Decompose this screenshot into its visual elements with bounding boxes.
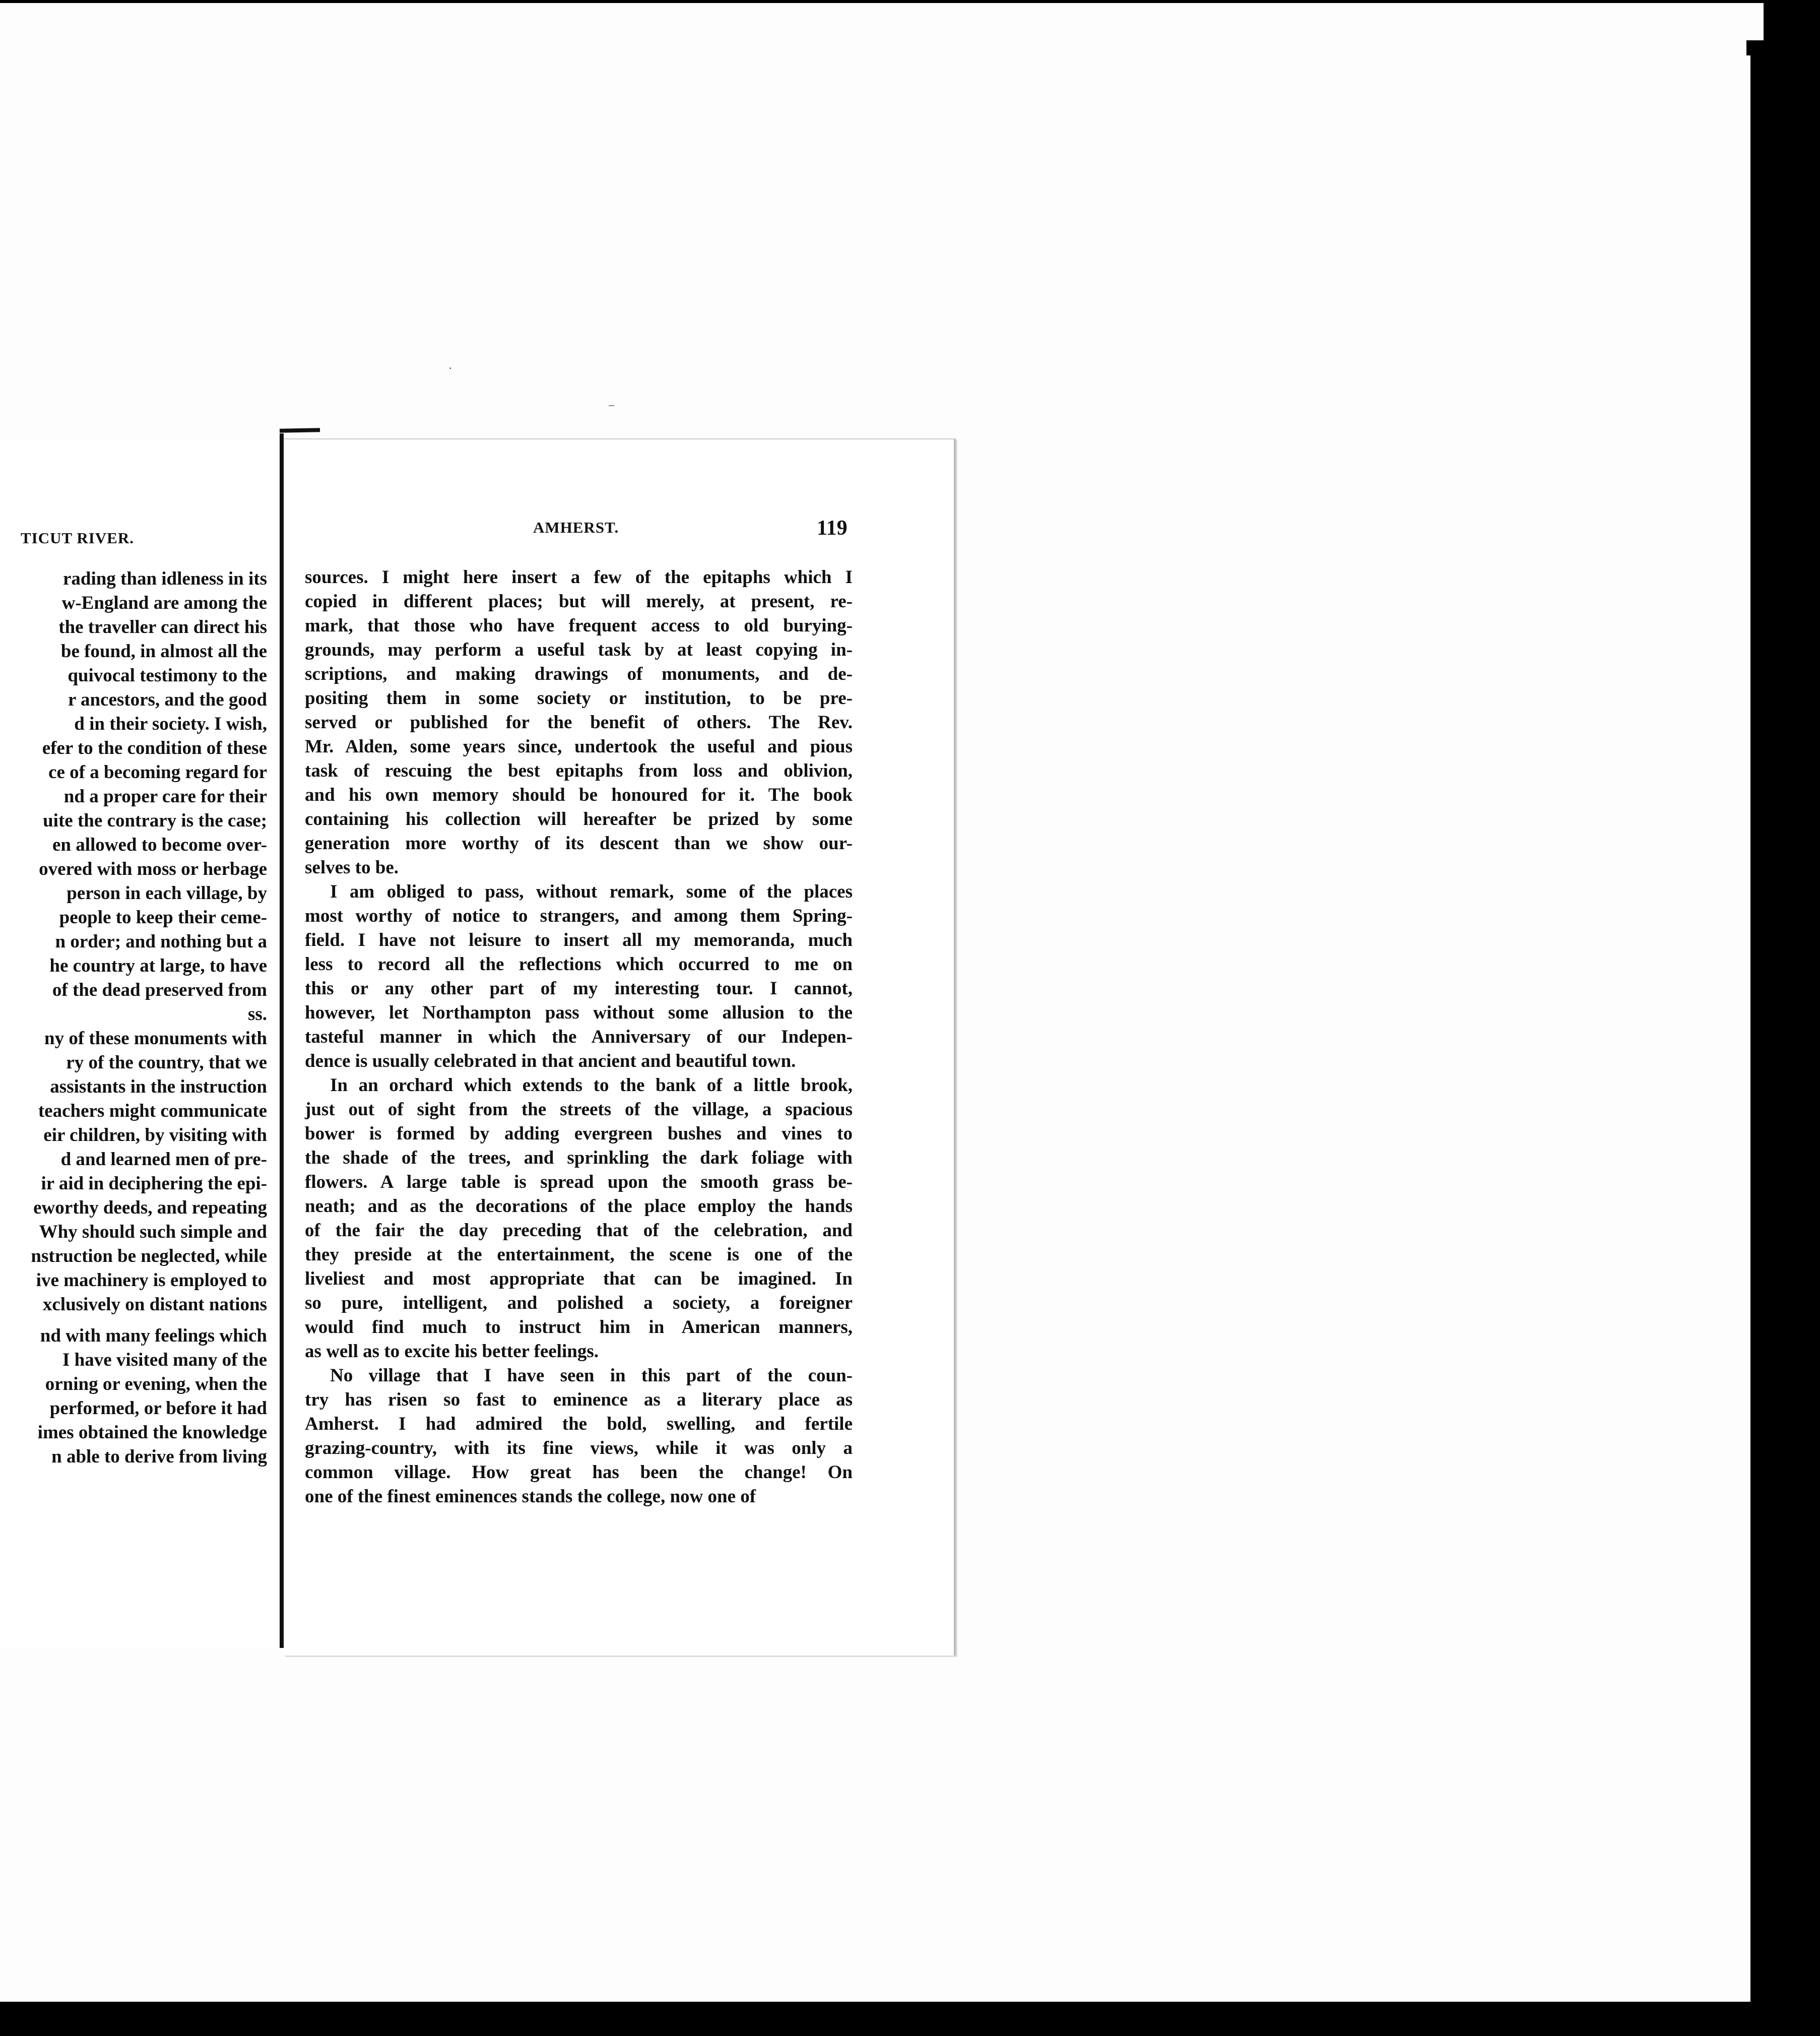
text-line: nd a proper care for their <box>63 786 267 807</box>
text-line: xclusively on distant nations <box>42 1294 267 1315</box>
text-line: Amherst. I had admired the bold, swelling, and fertile <box>305 1414 853 1434</box>
text-line: I have visited many of the <box>62 1350 267 1370</box>
left-running-head: TICUT RIVER. <box>20 529 134 547</box>
text-line: imes obtained the knowledge <box>37 1422 267 1443</box>
text-line: overed with moss or herbage <box>39 859 267 879</box>
text-line: No village that I have seen in this part of the coun- <box>330 1365 853 1386</box>
text-line: ss. <box>247 1004 267 1025</box>
film-border-bottom <box>0 2002 1820 2036</box>
text-line: try has risen so fast to eminence as a literary place as <box>305 1389 853 1410</box>
paragraph <box>305 1364 853 1509</box>
paragraph-gap <box>0 1317 267 1324</box>
text-line: less to record all the reflections which occurred to me on <box>305 954 853 975</box>
right-page-text <box>305 565 853 1509</box>
text-line: uite the contrary is the case; <box>43 810 267 831</box>
text-line: of the dead preserved from <box>52 980 267 1000</box>
dust-speck: · <box>448 362 452 374</box>
text-line: eworthy deeds, and repeating <box>33 1197 267 1218</box>
text-line: en allowed to become over- <box>52 835 267 855</box>
text-line: n able to derive from living <box>51 1446 267 1467</box>
text-line: nd with many feelings which <box>40 1325 267 1346</box>
text-line: ce of a becoming regard for <box>48 762 267 783</box>
text-line: most worthy of notice to strangers, and among them Spring- <box>305 906 853 926</box>
text-line: d and learned men of pre- <box>60 1149 267 1170</box>
text-line: as well as to excite his better feelings. <box>305 1341 599 1362</box>
left-page <box>0 441 285 1648</box>
text-line: containing his collection will hereafter be prized by some <box>305 809 853 830</box>
text-line: n order; and nothing but a <box>55 931 267 952</box>
text-line: positing them in some society or institution, to be pre- <box>305 688 853 709</box>
text-line: he country at large, to have <box>49 956 267 976</box>
text-line: selves to be. <box>305 857 399 878</box>
text-line: Mr. Alden, some years since, undertook the useful and pious <box>305 736 853 757</box>
text-line: this or any other part of my interesting tour. I cannot, <box>305 978 853 999</box>
text-line: r ancestors, and the good <box>68 689 267 710</box>
text-line: scriptions, and making drawings of monuments, and de- <box>305 664 853 684</box>
text-line: ive machinery is employed to <box>36 1270 267 1291</box>
text-line: rading than idleness in its <box>62 568 267 589</box>
text-line: efer to the condition of these <box>42 738 267 758</box>
left-page-text <box>0 567 267 1469</box>
text-line: d in their society. I wish, <box>74 714 267 734</box>
text-line: mark, that those who have frequent access to old burying- <box>305 615 853 636</box>
text-line: quivocal testimony to the <box>68 665 267 686</box>
text-line: ny of these monuments with <box>44 1028 267 1049</box>
text-line: w-England are among the <box>61 593 267 613</box>
running-head: AMHERST. <box>533 519 619 536</box>
book-spine-edge <box>280 428 320 432</box>
text-line: teachers might communicate <box>38 1101 267 1121</box>
text-line: grazing-country, with its fine views, while it was only a <box>305 1438 853 1458</box>
text-line: one of the finest eminences stands the college, now one of <box>305 1486 756 1507</box>
text-line: just out of sight from the streets of the village, a spacious <box>305 1099 853 1120</box>
text-line: bower is formed by adding evergreen bushes and vines to <box>305 1123 853 1144</box>
text-line: dence is usually celebrated in that ancient and beautiful town. <box>305 1051 796 1071</box>
text-line: nstruction be neglected, while <box>31 1246 267 1266</box>
text-line: grounds, may perform a useful task by at least copying in- <box>305 640 853 660</box>
text-line: field. I have not leisure to insert all my memoranda, much <box>305 930 853 950</box>
text-line: they preside at the entertainment, the scene is one of the <box>305 1244 853 1265</box>
film-border-right <box>1777 0 1820 2036</box>
text-line: tasteful manner in which the Anniversary of our Indepen- <box>305 1027 853 1047</box>
text-line: people to keep their ceme- <box>59 907 267 928</box>
book-gutter-line <box>280 433 284 1648</box>
text-line: flowers. A large table is spread upon the smooth grass be- <box>305 1172 853 1192</box>
text-line: liveliest and most appropriate that can be imagined. In <box>305 1268 853 1289</box>
text-line: ir aid in deciphering the epi- <box>41 1173 267 1194</box>
text-line: generation more worthy of its descent than we show our- <box>305 833 853 854</box>
text-line: eir children, by visiting with <box>43 1125 267 1146</box>
text-line: served or published for the benefit of others. The Rev. <box>305 712 853 733</box>
text-line: of the fair the day preceding that of the celebration, and <box>305 1220 853 1241</box>
text-line: sources. I might here insert a few of the epitaphs which I <box>305 567 853 588</box>
dust-speck: – <box>609 398 614 411</box>
paragraph <box>305 565 853 880</box>
page-number: 119 <box>817 517 848 540</box>
right-page <box>284 438 956 1656</box>
text-line: be found, in almost all the <box>60 641 267 662</box>
text-line: the shade of the trees, and sprinkling the dark foliage with <box>305 1148 853 1168</box>
text-line: copied in different places; but will merely, at present, re- <box>305 591 853 612</box>
text-line: assistants in the instruction <box>50 1076 267 1097</box>
text-line: In an orchard which extends to the bank of a little brook, <box>330 1075 853 1096</box>
text-line: task of rescuing the best epitaphs from loss and oblivion, <box>305 760 853 781</box>
text-line: Why should such simple and <box>39 1222 267 1242</box>
text-line: common village. How great has been the change! On <box>305 1462 853 1483</box>
text-line: I am obliged to pass, without remark, some of the places <box>330 881 853 902</box>
text-line: person in each village, by <box>67 883 267 904</box>
paragraph <box>305 1073 853 1364</box>
text-line: neath; and as the decorations of the place employ the hands <box>305 1196 853 1217</box>
text-line: orning or evening, when the <box>45 1374 267 1394</box>
text-line: however, let Northampton pass without some allusion to the <box>305 1002 853 1023</box>
text-line: so pure, intelligent, and polished a society, a foreigner <box>305 1293 853 1313</box>
text-line: ry of the country, that we <box>66 1052 267 1073</box>
text-line: the traveller can direct his <box>58 617 267 638</box>
text-line: performed, or before it had <box>49 1398 267 1419</box>
paragraph <box>305 880 853 1073</box>
text-line: would find much to instruct him in American manners, <box>305 1317 853 1338</box>
film-edge-strip <box>1750 46 1771 2003</box>
text-line: and his own memory should be honoured for it. The book <box>305 785 853 805</box>
